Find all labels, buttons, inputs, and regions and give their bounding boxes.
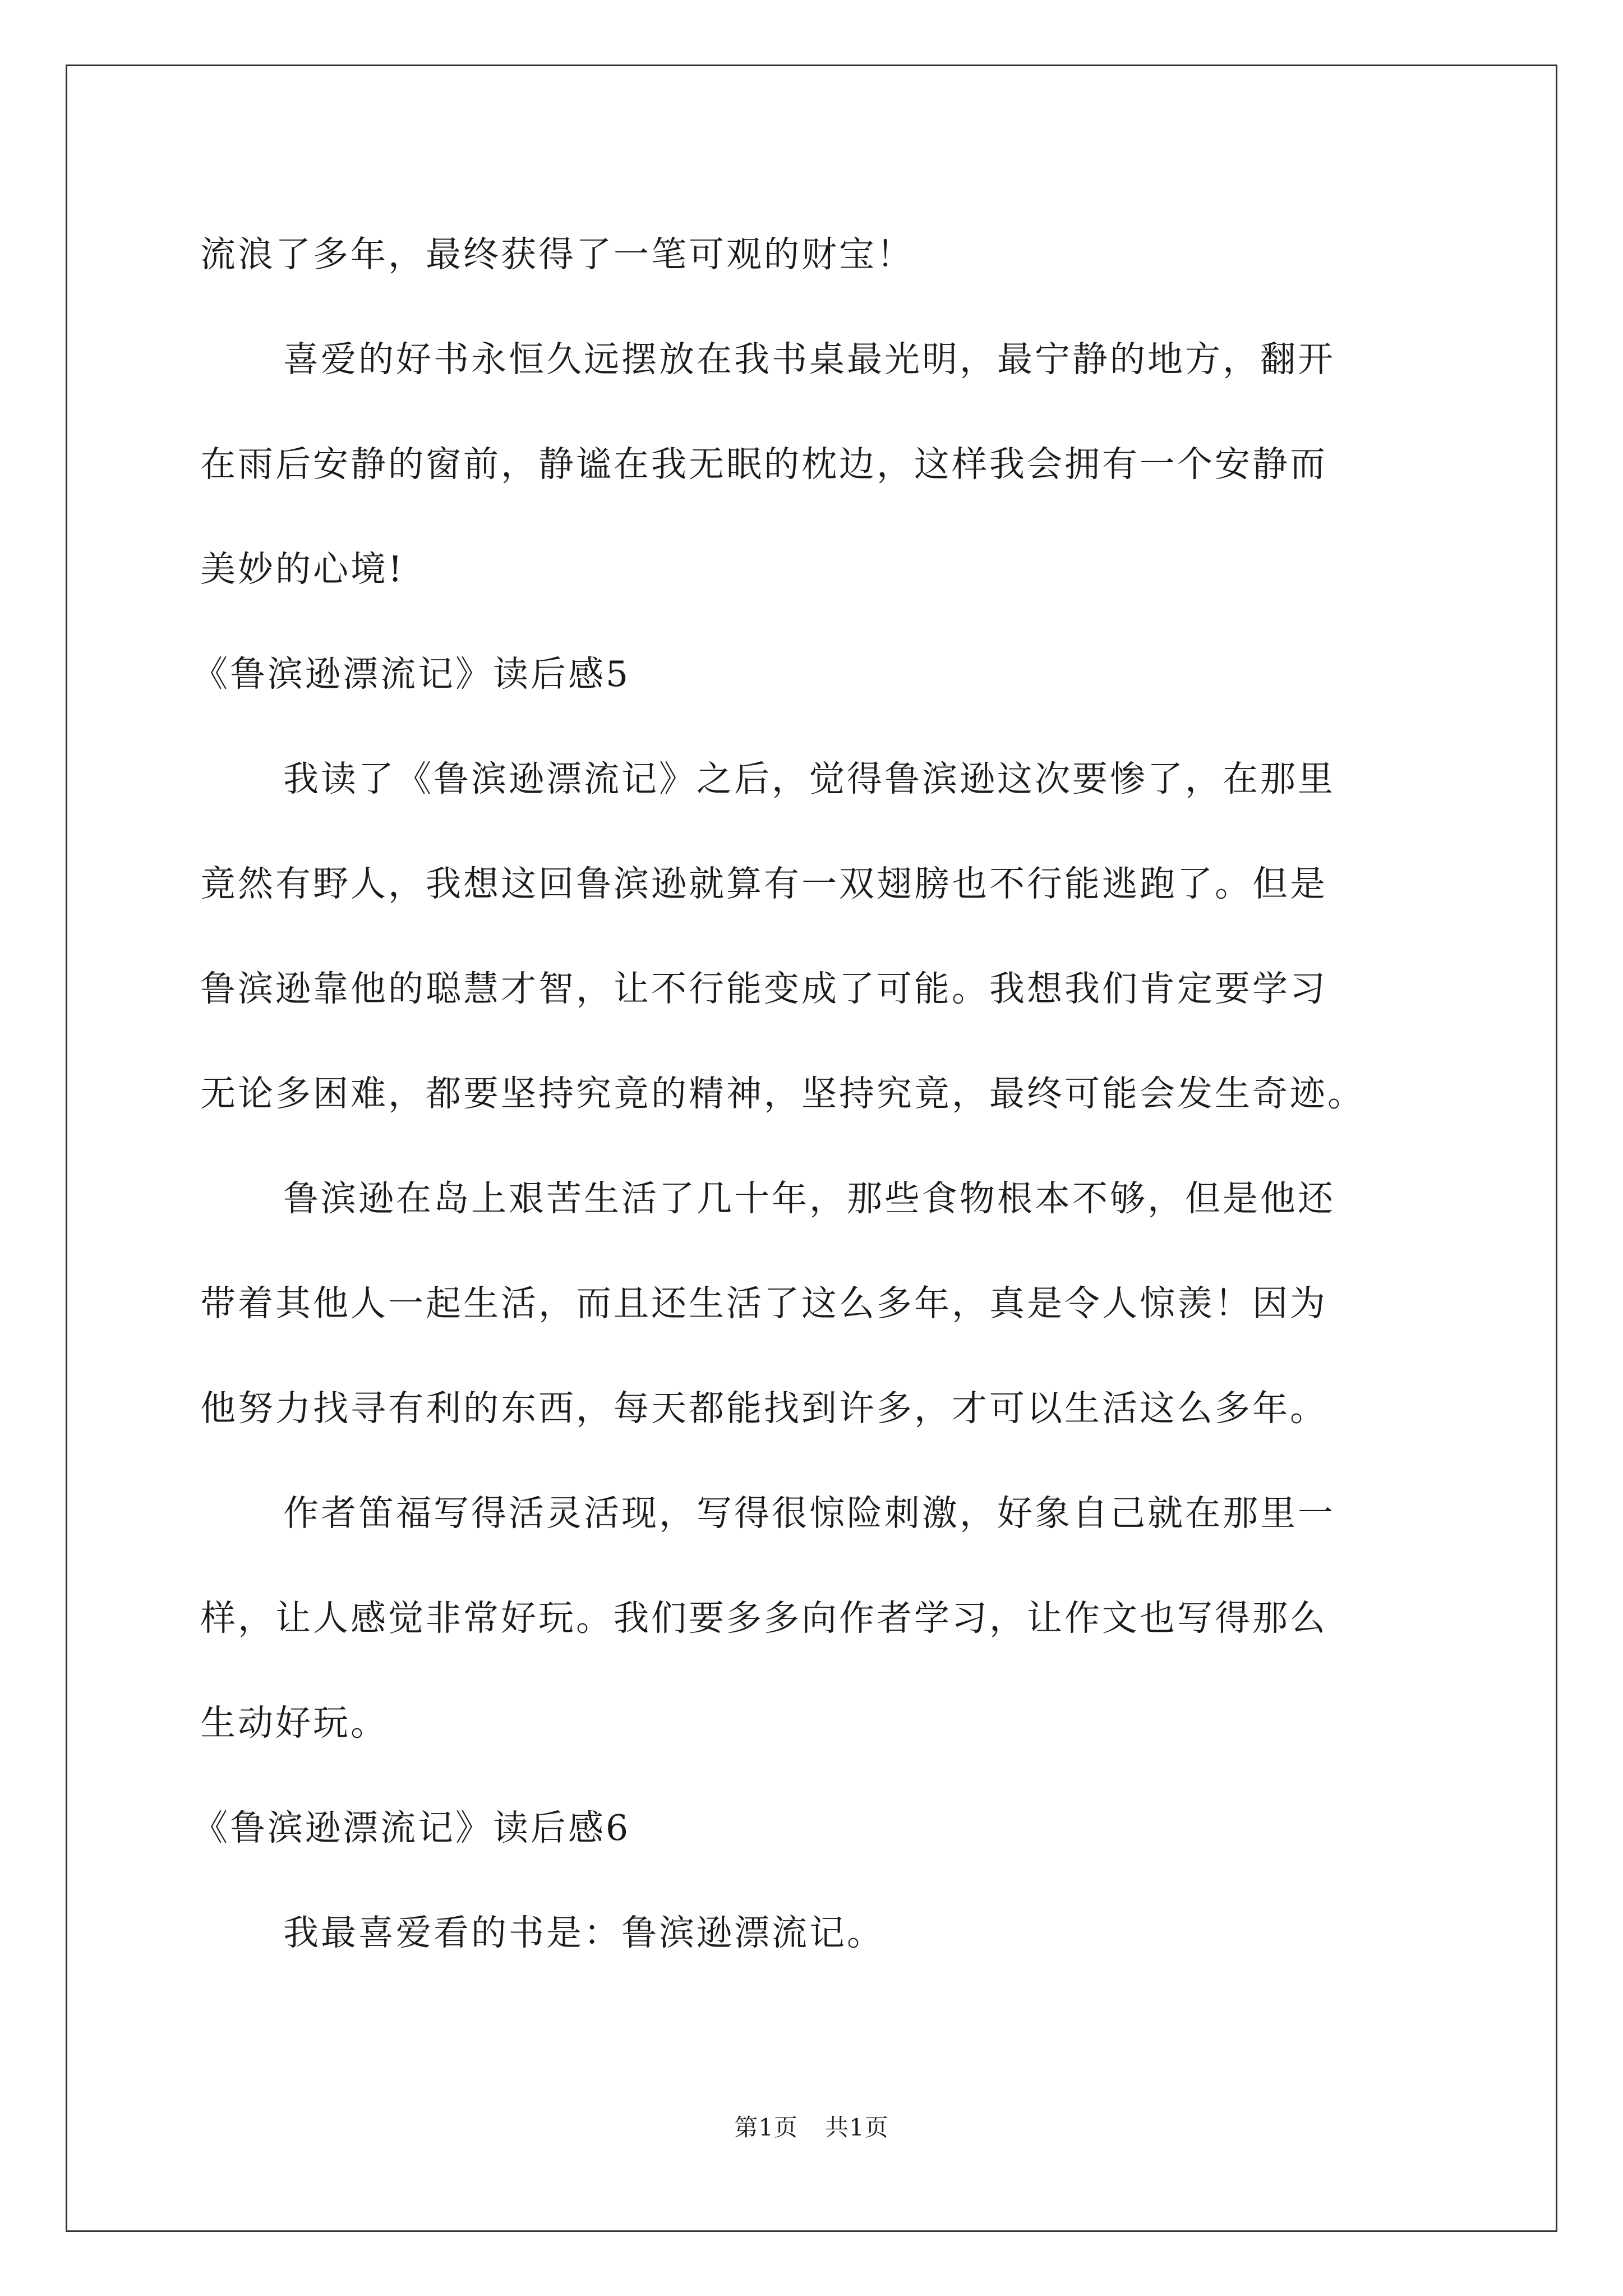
section-heading: 《鲁滨逊漂流记》读后感5 — [192, 654, 631, 694]
paragraph-line: 我读了《鲁滨逊漂流记》之后，觉得鲁滨逊这次要惨了，在那里 — [283, 758, 1335, 799]
text-line: 他努力找寻有利的东西，每天都能找到许多，才可以生活这么多年。 — [200, 1388, 1327, 1429]
text-line: 生动好玩。 — [200, 1703, 388, 1743]
text-line: 样，让人感觉非常好玩。我们要多多向作者学习，让作文也写得那么 — [200, 1598, 1327, 1639]
text-line: 鲁滨逊靠他的聪慧才智，让不行能变成了可能。我想我们肯定要学习 — [200, 968, 1327, 1009]
text-line: 竟然有野人，我想这回鲁滨逊就算有一双翅膀也不行能逃跑了。但是 — [200, 863, 1327, 904]
text-line: 带着其他人一起生活，而且还生活了这么多年，真是令人惊羡！因为 — [200, 1283, 1327, 1324]
page-number-total: 共1页 — [825, 2114, 889, 2141]
paragraph-line: 我最喜爱看的书是：鲁滨逊漂流记。 — [283, 1912, 884, 1953]
text-line: 流浪了多年，最终获得了一笔可观的财宝！ — [200, 234, 914, 275]
paragraph-line: 鲁滨逊在岛上艰苦生活了几十年，那些食物根本不够，但是他还 — [283, 1178, 1335, 1219]
paragraph-line: 作者笛福写得活灵活现，写得很惊险刺激，好象自己就在那里一 — [283, 1493, 1335, 1534]
section-heading: 《鲁滨逊漂流记》读后感6 — [192, 1807, 631, 1848]
page-footer — [0, 2109, 1623, 2143]
page-number-current: 第1页 — [734, 2114, 798, 2141]
text-line: 无论多困难，都要坚持究竟的精神，坚持究竟，最终可能会发生奇迹。 — [200, 1073, 1365, 1114]
text-line: 在雨后安静的窗前，静谧在我无眠的枕边，这样我会拥有一个安静而 — [200, 444, 1327, 485]
text-line: 美妙的心境! — [200, 549, 405, 590]
paragraph-line: 喜爱的好书永恒久远摆放在我书桌最光明，最宁静的地方，翻开 — [283, 339, 1335, 380]
document-body — [192, 202, 1434, 1985]
